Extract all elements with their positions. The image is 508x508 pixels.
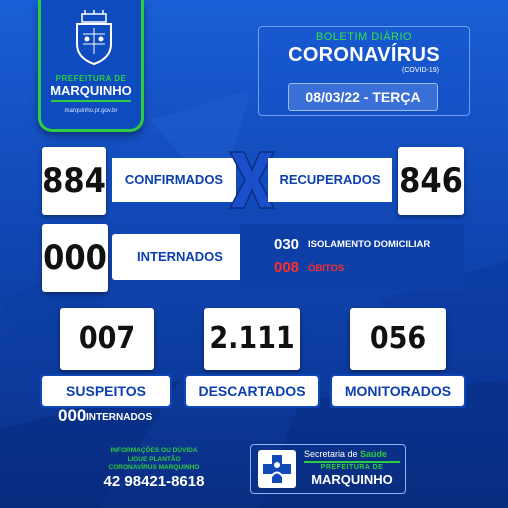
secretaria-highlight: Saúde [360,449,388,459]
suspeitos-internados-label: INTERNADOS [86,412,153,423]
obitos-value: 008 [274,259,300,276]
badge-city-text: MARQUINHO [50,83,132,98]
secretaria-city: MARQUINHO [311,472,393,487]
badge-website: marquinho.pr.gov.br [64,108,118,114]
badge-prefeitura-text: PREFEITURA DE [55,74,127,83]
info-text [96,447,212,473]
isolamento-value: 030 [274,236,300,253]
secretaria-prefeitura: PREFEITURA DE [320,464,384,471]
internados-value: 000 [42,224,108,292]
info-line-3: CORONAVÍRUS MARQUINHO [108,464,200,471]
prefeitura-logo-badge [38,0,144,132]
health-cross-icon [258,450,296,488]
internados-label: INTERNADOS [112,234,248,280]
secretaria-divider [304,461,400,463]
isolamento-obitos-panel [240,224,464,290]
suspeitos-label: SUSPEITOS [42,376,170,406]
isolamento-label: ISOLAMENTO DOMICILIAR [308,239,431,250]
bulletin-label: BOLETIM DIÁRIO [315,31,413,43]
crest-icon [73,10,115,66]
bulletin-date: 08/03/22 - TERÇA [288,83,438,111]
monitorados-label: MONITORADOS [332,376,464,406]
hotline-phone: 42 98421-8618 [103,473,205,490]
descartados-label: DESCARTADOS [186,376,318,406]
obitos-label: ÓBITOS [308,263,345,274]
confirmados-value: 884 [42,147,106,215]
descartados-value: 2.111 [204,308,300,370]
bulletin-title: CORONAVÍRUS [288,44,440,66]
recuperados-label: RECUPERADOS [268,158,392,202]
suspeitos-internados-value: 000 [58,406,87,425]
info-line-2: LIGUE PLANTÃO [127,455,181,463]
secretaria-title [304,449,387,459]
badge-divider [51,100,131,102]
secretaria-prefix: Secretaria de [304,449,361,459]
recuperados-value: 846 [398,147,464,215]
confirmados-label: CONFIRMADOS [112,158,236,202]
bulletin-subtitle: (COVID-19) [402,67,439,74]
info-line-1: INFORMAÇÕES OU DÚVIDA [110,447,198,454]
monitorados-value: 056 [350,308,446,370]
suspeitos-value: 007 [60,308,154,370]
